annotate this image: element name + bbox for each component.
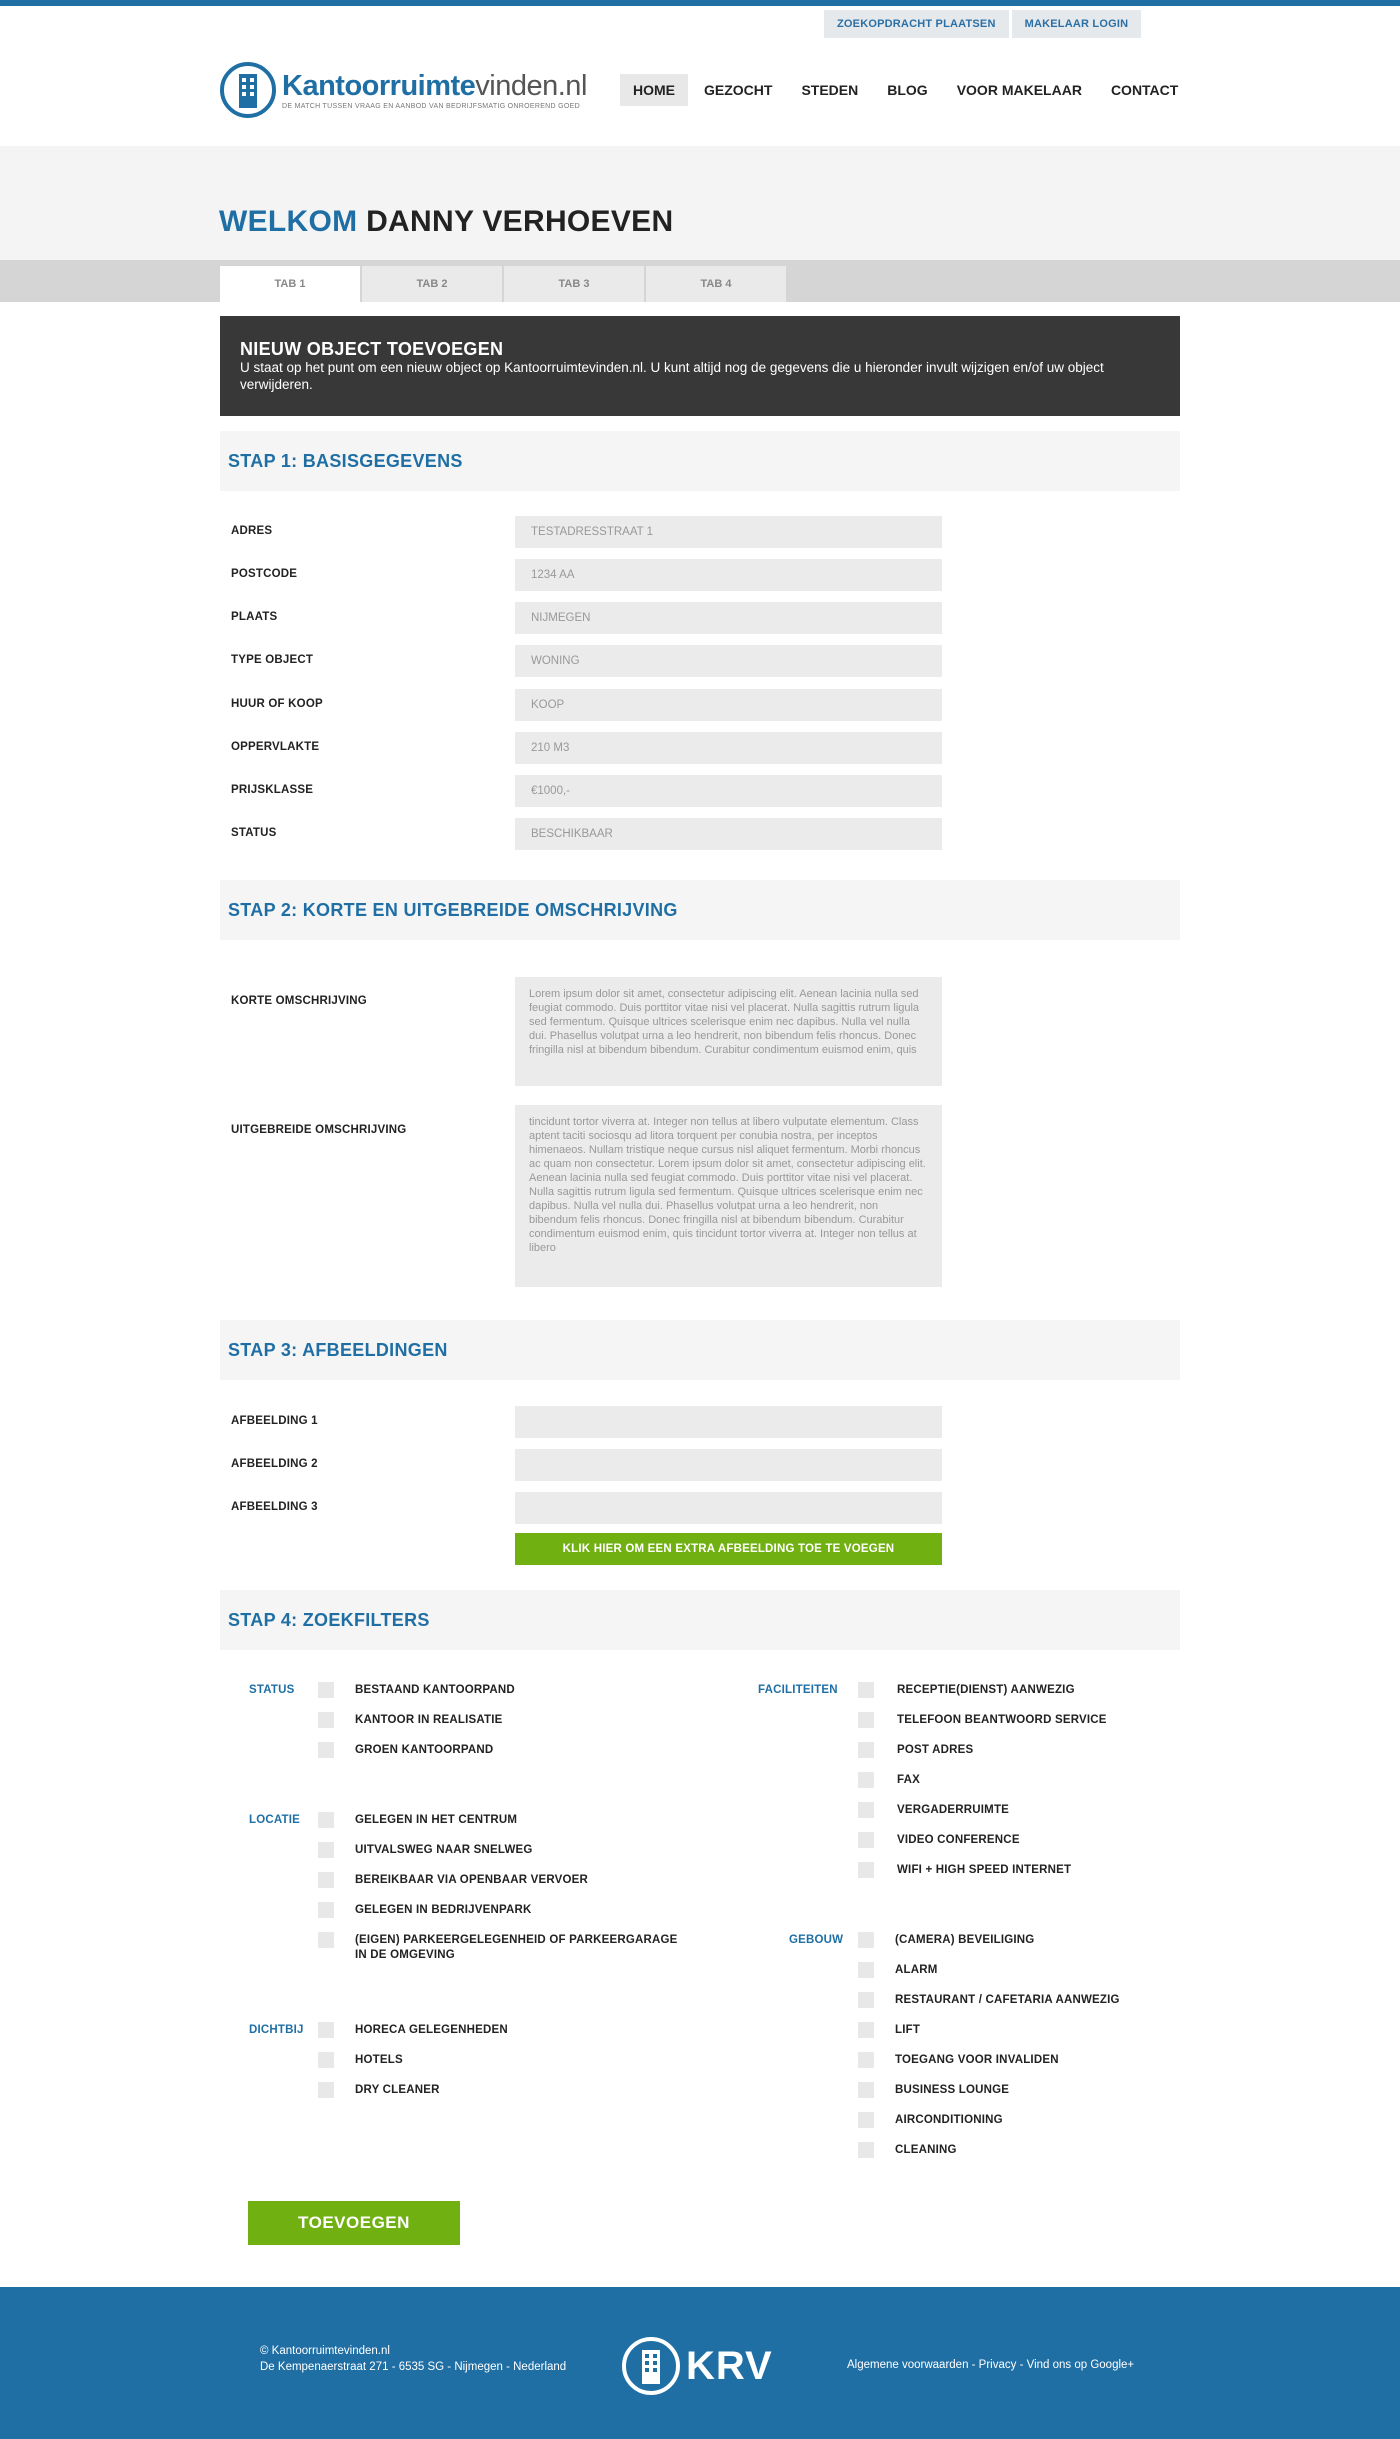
step3-header: STAP 3: AFBEELDINGEN xyxy=(220,1320,1180,1380)
checkbox[interactable] xyxy=(858,1862,874,1878)
building-icon xyxy=(622,2337,680,2395)
step4-header: STAP 4: ZOEKFILTERS xyxy=(220,1590,1180,1650)
footer-logo[interactable] xyxy=(622,2337,773,2395)
oppervlakte-input[interactable]: 210 M3 xyxy=(515,732,942,764)
filter-option: BEREIKBAAR VIA OPENBAAR VERVOER xyxy=(355,1874,589,1886)
filter-option: VIDEO CONFERENCE xyxy=(897,1834,1020,1846)
nav-contact[interactable]: CONTACT xyxy=(1110,82,1179,98)
checkbox[interactable] xyxy=(318,2082,334,2098)
field-label-afbeelding-3: AFBEELDING 3 xyxy=(231,1501,318,1513)
afbeelding-3-upload[interactable] xyxy=(515,1492,942,1524)
checkbox[interactable] xyxy=(318,2022,334,2038)
submit-button[interactable]: TOEVOEGEN xyxy=(248,2201,460,2245)
tab-2[interactable]: TAB 2 xyxy=(362,266,502,302)
checkbox[interactable] xyxy=(318,1842,334,1858)
field-label-oppervlakte: OPPERVLAKTE xyxy=(231,741,320,753)
checkbox[interactable] xyxy=(858,2112,874,2128)
field-label-uitgebreide-omschrijving: UITGEBREIDE OMSCHRIJVING xyxy=(231,1124,407,1136)
filter-category-dichtbij: DICHTBIJ xyxy=(249,2024,304,2036)
field-label-status: STATUS xyxy=(231,827,277,839)
prijsklasse-input[interactable]: €1000,- xyxy=(515,775,942,807)
checkbox[interactable] xyxy=(318,1682,334,1698)
checkbox[interactable] xyxy=(318,2052,334,2068)
tabs xyxy=(220,266,786,302)
add-image-button[interactable]: KLIK HIER OM EEN EXTRA AFBEELDING TOE TE VOEGEN xyxy=(515,1533,942,1565)
filter-option: GELEGEN IN HET CENTRUM xyxy=(355,1814,518,1826)
filter-option: HORECA GELEGENHEDEN xyxy=(355,2024,508,2036)
page-title: WELKOM DANNY VERHOEVEN xyxy=(219,205,674,238)
step2-header: STAP 2: KORTE EN UITGEBREIDE OMSCHRIJVING xyxy=(220,880,1180,940)
field-label-huur-of-koop: HUUR OF KOOP xyxy=(231,698,323,710)
tab-1[interactable]: TAB 1 xyxy=(220,266,360,302)
filter-category-gebouw: GEBOUW xyxy=(789,1934,844,1946)
filter-option: AIRCONDITIONING xyxy=(895,2114,1003,2126)
status-input[interactable]: BESCHIKBAAR xyxy=(515,818,942,850)
checkbox[interactable] xyxy=(858,2052,874,2068)
field-label-type-object: TYPE OBJECT xyxy=(231,654,314,666)
top-links xyxy=(824,10,1141,38)
intro-text: U staat op het punt om een nieuw object op Kantoorruimtevinden.nl. U kunt altijd nog de gegevens die u hieronder invult wijzigen en/of uw object verwijderen. xyxy=(240,360,1104,392)
filter-option: VERGADERRUIMTE xyxy=(897,1804,1010,1816)
huur-of-koop-input[interactable]: KOOP xyxy=(515,689,942,721)
hero-band xyxy=(0,146,1400,260)
filter-category-locatie: LOCATIE xyxy=(249,1814,301,1826)
site-logo[interactable] xyxy=(220,62,587,118)
checkbox[interactable] xyxy=(318,1742,334,1758)
filter-option: POST ADRES xyxy=(897,1744,974,1756)
intro-box xyxy=(220,316,1180,416)
checkbox[interactable] xyxy=(318,1932,334,1948)
checkbox[interactable] xyxy=(858,1742,874,1758)
filter-option: TELEFOON BEANTWOORD SERVICE xyxy=(897,1714,1107,1726)
filter-option: ALARM xyxy=(895,1964,938,1976)
checkbox[interactable] xyxy=(858,1832,874,1848)
afbeelding-2-upload[interactable] xyxy=(515,1449,942,1481)
uitgebreide-omschrijving-textarea[interactable]: tincidunt tortor viverra at. Integer non tellus at libero vulputate elementum. Class aptent taciti sociosqu ad litora torquent per conubia nostra, per inceptos himenaeos. Nullam tristique neque cursus nisl aliquet fermentum. Morbi rhoncus ac quam non consectetur. Lorem ipsum dolor sit amet, consectetur adipiscing elit. Aenean lacinia nulla sed feugiat commodo. Duis porttitor vitae nisi vel placerat. Nulla sagittis rutrum ligula sed fermentum. Quisque ultrices scelerisque enim nec dapibus. Nulla vel nulla dui. Phasellus volutpat urna a leo hendrerit, non bibendum felis rhoncus. Donec fringilla nisl at bibendum bibendum. Curabitur condimentum euismod enim, quis tincidunt tortor viverra at. Integer non tellus at libero xyxy=(515,1105,942,1287)
filter-option: BUSINESS LOUNGE xyxy=(895,2084,1010,2096)
checkbox[interactable] xyxy=(858,1772,874,1788)
checkbox[interactable] xyxy=(318,1712,334,1728)
field-label-korte-omschrijving: KORTE OMSCHRIJVING xyxy=(231,995,367,1007)
filter-option: GELEGEN IN BEDRIJVENPARK xyxy=(355,1904,532,1916)
footer-logo-text: KRV xyxy=(686,2343,773,2388)
checkbox[interactable] xyxy=(858,1992,874,2008)
filter-option: UITVALSWEG NAAR SNELWEG xyxy=(355,1844,533,1856)
filter-category-faciliteiten: FACILITEITEN xyxy=(758,1684,838,1696)
filter-option: RECEPTIE(DIENST) AANWEZIG xyxy=(897,1684,1075,1696)
filter-option: LIFT xyxy=(895,2024,921,2036)
checkbox[interactable] xyxy=(858,2142,874,2158)
field-label-adres: ADRES xyxy=(231,525,273,537)
filter-option: BESTAAND KANTOORPAND xyxy=(355,1684,515,1696)
nav-steden[interactable]: STEDEN xyxy=(801,82,859,98)
tab-3[interactable]: TAB 3 xyxy=(504,266,644,302)
footer-links[interactable]: Algemene voorwaarden - Privacy - Vind ons op Google+ xyxy=(847,2359,1135,2371)
filter-option: (CAMERA) BEVEILIGING xyxy=(895,1934,1035,1946)
logo-tagline: DE MATCH TUSSEN VRAAG EN AANBOD VAN BEDRIJFSMATIG ONROEREND GOED xyxy=(282,102,580,110)
checkbox[interactable] xyxy=(858,1962,874,1978)
checkbox[interactable] xyxy=(858,1802,874,1818)
checkbox[interactable] xyxy=(858,2022,874,2038)
checkbox[interactable] xyxy=(858,1712,874,1728)
zoekopdracht-plaatsen-link[interactable]: ZOEKOPDRACHT PLAATSEN xyxy=(824,10,1009,38)
step1-header: STAP 1: BASISGEGEVENS xyxy=(220,431,1180,491)
nav-gezocht[interactable]: GEZOCHT xyxy=(704,82,773,98)
plaats-input[interactable]: NIJMEGEN xyxy=(515,602,942,634)
intro-title: NIEUW OBJECT TOEVOEGEN xyxy=(240,339,504,359)
tab-4[interactable]: TAB 4 xyxy=(646,266,786,302)
checkbox[interactable] xyxy=(318,1872,334,1888)
footer xyxy=(0,2287,1400,2439)
filter-option: TOEGANG VOOR INVALIDEN xyxy=(895,2054,1059,2066)
filter-option: WIFI + HIGH SPEED INTERNET xyxy=(897,1864,1072,1876)
korte-omschrijving-textarea[interactable]: Lorem ipsum dolor sit amet, consectetur adipiscing elit. Aenean lacinia nulla sed feugiat commodo. Duis porttitor vitae nisi vel placerat. Nulla sagittis rutrum ligula sed fermentum. Quisque ultrices scelerisque enim nec dapibus. Nulla vel nulla dui. Phasellus volutpat urna a leo hendrerit, non bibendum felis rhoncus. Donec fringilla nisl at bibendum bibendum. Curabitur condimentum euismod enim, quis xyxy=(515,977,942,1086)
logo-name: Kantoorruimtevinden.nl xyxy=(282,69,587,102)
field-label-plaats: PLAATS xyxy=(231,611,278,623)
filter-option: HOTELS xyxy=(355,2054,403,2066)
filter-option: RESTAURANT / CAFETARIA AANWEZIG xyxy=(895,1994,1120,2006)
main-nav xyxy=(620,74,1191,106)
field-label-postcode: POSTCODE xyxy=(231,568,298,580)
footer-address: © Kantoorruimtevinden.nl De Kempenaerstraat 271 - 6535 SG - Nijmegen - Nederland xyxy=(260,2345,567,2373)
filter-option: GROEN KANTOORPAND xyxy=(355,1744,494,1756)
filter-option: FAX xyxy=(897,1774,920,1786)
checkbox[interactable] xyxy=(858,1682,874,1698)
filter-option: (EIGEN) PARKEERGELEGENHEID OF PARKEERGARAGE IN DE OMGEVING xyxy=(355,1934,678,1961)
checkbox[interactable] xyxy=(318,1902,334,1918)
checkbox[interactable] xyxy=(858,1932,874,1948)
postcode-input[interactable]: 1234 AA xyxy=(515,559,942,591)
filter-option: CLEANING xyxy=(895,2144,957,2156)
field-label-afbeelding-2: AFBEELDING 2 xyxy=(231,1458,318,1470)
building-icon xyxy=(220,62,276,118)
filter-option: KANTOOR IN REALISATIE xyxy=(355,1714,503,1726)
nav-blog[interactable]: BLOG xyxy=(887,82,928,98)
top-accent-bar xyxy=(0,0,1400,6)
nav-voor-makelaar[interactable]: VOOR MAKELAAR xyxy=(956,82,1082,98)
checkbox[interactable] xyxy=(318,1812,334,1828)
adres-input[interactable]: TESTADRESSTRAAT 1 xyxy=(515,516,942,548)
checkbox[interactable] xyxy=(858,2082,874,2098)
makelaar-login-link[interactable]: MAKELAAR LOGIN xyxy=(1012,10,1142,38)
filter-option: DRY CLEANER xyxy=(355,2084,440,2096)
field-label-prijsklasse: PRIJSKLASSE xyxy=(231,784,314,796)
type-object-input[interactable]: WONING xyxy=(515,645,942,677)
nav-home[interactable]: HOME xyxy=(620,74,688,106)
afbeelding-1-upload[interactable] xyxy=(515,1406,942,1438)
filter-category-status: STATUS xyxy=(249,1684,295,1696)
field-label-afbeelding-1: AFBEELDING 1 xyxy=(231,1415,318,1427)
